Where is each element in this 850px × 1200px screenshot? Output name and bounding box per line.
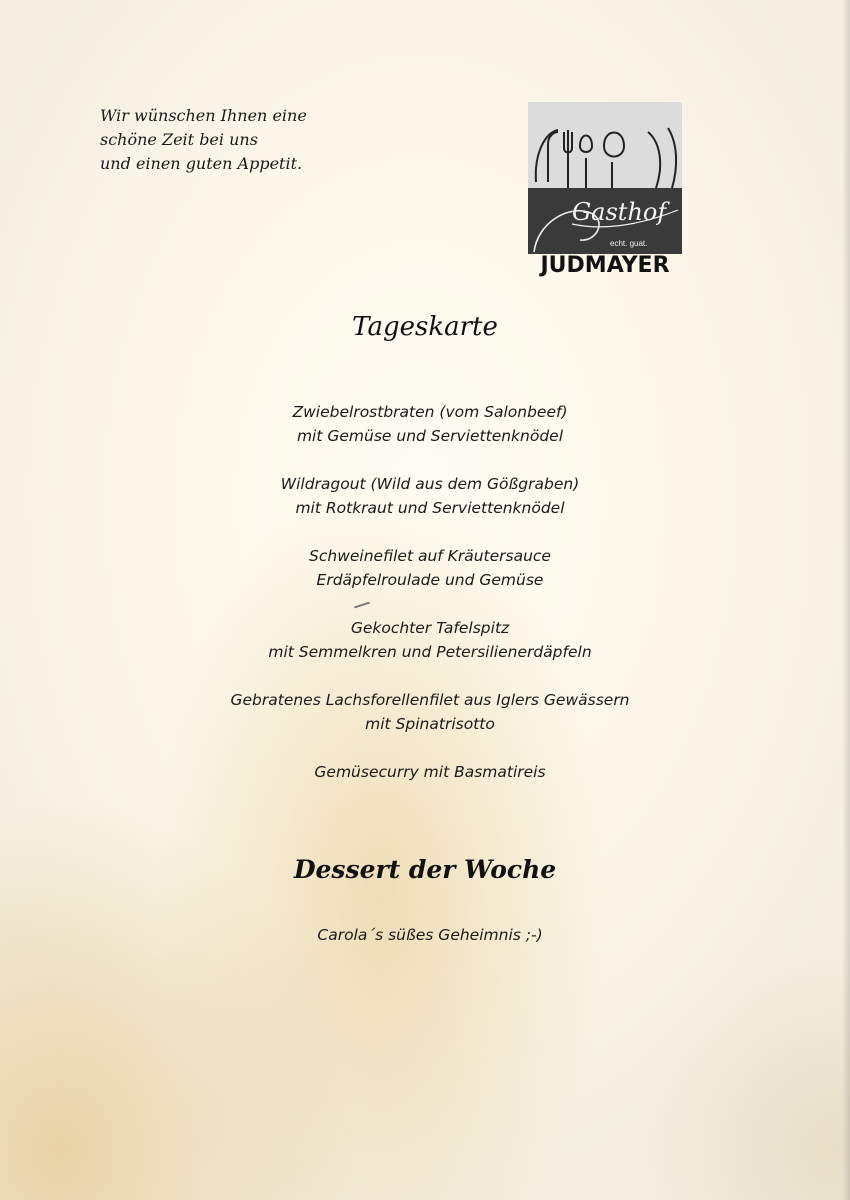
dish-item: [0, 400, 850, 448]
dish-item: [0, 688, 850, 736]
greeting-text: [100, 104, 400, 176]
dish-item: [0, 760, 850, 784]
logo-script-text: Gasthof: [572, 198, 667, 226]
dish-name: Gebratenes Lachsforellenfilet aus Iglers Gewässern: [230, 691, 630, 709]
dish-item: [0, 544, 850, 592]
dish-list: [0, 400, 850, 808]
gasthof-judmayer-logo: [528, 102, 682, 278]
greeting-line: und einen guten Appetit.: [100, 154, 303, 173]
greeting-line: Wir wünschen Ihnen eine: [100, 106, 307, 125]
dish-name: Wildragout (Wild aus dem Gößgraben): [280, 475, 580, 493]
dish-name: Gekochter Tafelspitz: [350, 619, 510, 637]
dish-item: [0, 472, 850, 520]
dish-side: mit Rotkraut und Serviettenknödel: [295, 499, 565, 517]
dish-name: Schweinefilet auf Kräutersauce: [309, 547, 551, 565]
dish-side: mit Semmelkren und Petersilienerdäpfeln: [268, 643, 592, 661]
logo-tagline: echt. guat.: [610, 239, 648, 248]
logo-name: JUDMAYER: [540, 253, 670, 278]
dish-side: mit Spinatrisotto: [365, 715, 495, 733]
dessert-title: Dessert der Woche: [293, 855, 557, 884]
menu-title: Tageskarte: [352, 312, 498, 342]
dish-item: [0, 616, 850, 664]
logo-graphic-icon: [528, 102, 682, 254]
dish-side: mit Gemüse und Serviettenknödel: [296, 427, 564, 445]
dish-name: Zwiebelrostbraten (vom Salonbeef): [292, 403, 568, 421]
dish-side: Erdäpfelroulade und Gemüse: [316, 571, 544, 589]
dessert-text: Carola´s süßes Geheimnis ;-): [317, 926, 543, 944]
greeting-line: schöne Zeit bei uns: [100, 130, 258, 149]
dish-name: Gemüsecurry mit Basmatireis: [314, 763, 546, 781]
